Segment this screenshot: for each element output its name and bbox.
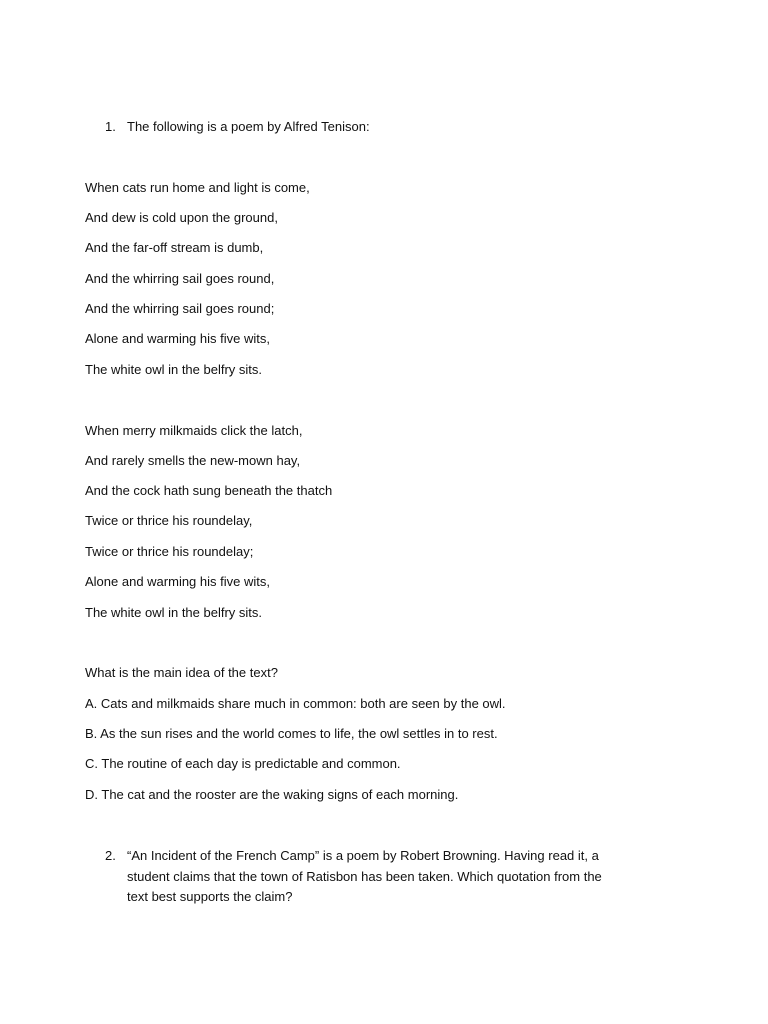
answer-option-b: B. As the sun rises and the world comes to life, the owl settles in to rest. [85,726,498,741]
poem-line: And the whirring sail goes round; [85,301,275,316]
poem-line: Twice or thrice his roundelay, [85,513,253,528]
poem-line: When merry milkmaids click the latch, [85,423,303,438]
poem-line: Alone and warming his five wits, [85,574,270,589]
answer-option-c: C. The routine of each day is predictable and common. [85,756,401,771]
question-number: 2. [105,848,116,863]
answer-option-a: A. Cats and milkmaids share much in common: both are seen by the owl. [85,696,506,711]
poem-line: Twice or thrice his roundelay; [85,544,254,559]
poem-line: And dew is cold upon the ground, [85,210,278,225]
question-1 [105,117,625,138]
poem-line: The white owl in the belfry sits. [85,362,263,377]
poem-line: When cats run home and light is come, [85,180,310,195]
poem-line: The white owl in the belfry sits. [85,605,263,620]
poem-line: And rarely smells the new-mown hay, [85,453,301,468]
question-prompt: The following is a poem by Alfred Tenison: [127,119,370,134]
main-idea-question: What is the main idea of the text? [85,665,278,680]
question-2 [105,846,625,908]
question-prompt: “An Incident of the French Camp” is a poem by Robert Browning. Having read it, a student claims that the town of Ratisbon has been taken. Which quotation from the text best supports the claim? [127,848,602,904]
poem-line: And the cock hath sung beneath the thatch [85,483,333,498]
poem-line: And the whirring sail goes round, [85,271,275,286]
poem-line: And the far-off stream is dumb, [85,240,264,255]
question-number: 1. [105,119,116,134]
answer-option-d: D. The cat and the rooster are the waking signs of each morning. [85,787,459,802]
poem-line: Alone and warming his five wits, [85,331,270,346]
